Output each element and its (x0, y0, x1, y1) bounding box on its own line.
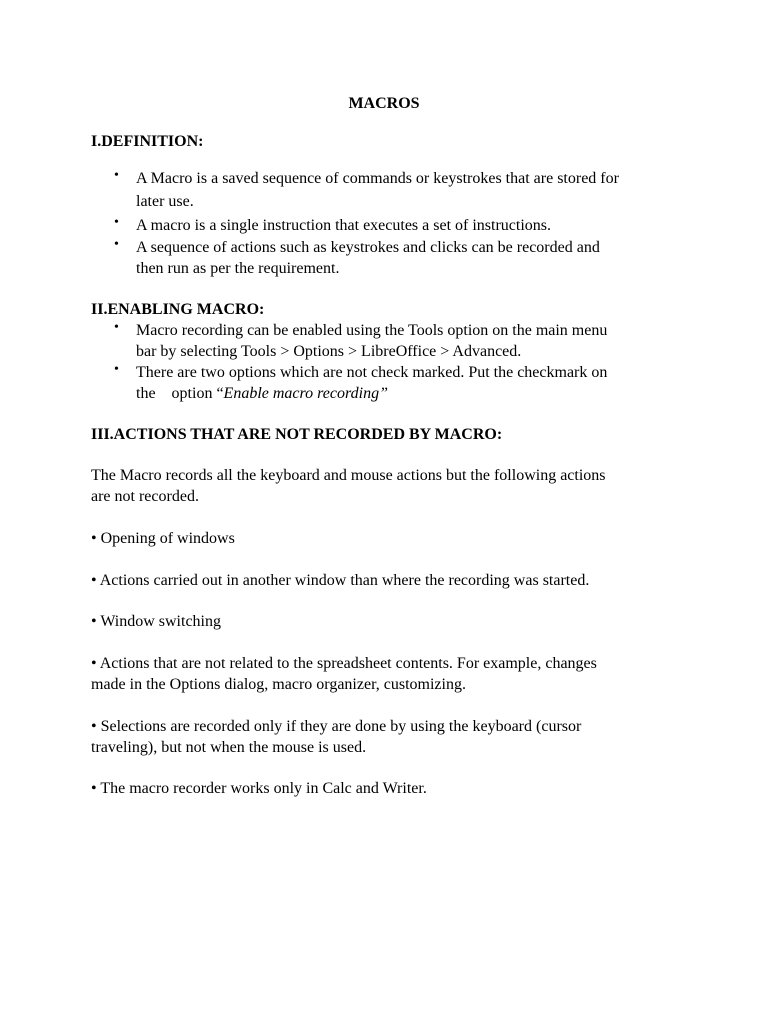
definition-bullet-2-line-1: A macro is a single instruction that executes a set of instructions. (136, 217, 552, 234)
section-heading-actions-not-recorded: III.ACTIONS THAT ARE NOT RECORDED BY MACRO: (91, 426, 503, 443)
section-heading-definition: I.DEFINITION: (91, 133, 204, 150)
list-item-selections-line-2: traveling), but not when the mouse is used. (91, 739, 367, 756)
definition-bullet-1-line-2: later use. (136, 193, 194, 210)
actions-intro-line-1: The Macro records all the keyboard and mouse actions but the following actions (91, 467, 606, 484)
bullet-marker: • (114, 237, 119, 252)
list-item-opening-windows: • Opening of windows (91, 530, 235, 547)
list-item-spreadsheet-contents-line-2: made in the Options dialog, macro organizer, customizing. (91, 676, 466, 693)
definition-bullet-1-line-1: A Macro is a saved sequence of commands or keystrokes that are stored for (136, 170, 619, 187)
definition-bullet-3-line-1: A sequence of actions such as keystrokes and clicks can be recorded and (136, 239, 600, 256)
enable-macro-recording-option-text: Enable macro recording” (223, 385, 388, 402)
bullet-marker: • (114, 362, 119, 377)
enabling-bullet-1-line-1: Macro recording can be enabled using the Tools option on the main menu (136, 322, 608, 339)
list-item-another-window: • Actions carried out in another window than where the recording was started. (91, 572, 590, 589)
list-item-spreadsheet-contents-line-1: • Actions that are not related to the spreadsheet contents. For example, changes (91, 655, 597, 672)
definition-bullet-3-line-2: then run as per the requirement. (136, 260, 340, 277)
list-item-selections-line-1: • Selections are recorded only if they are done by using the keyboard (cursor (91, 718, 582, 735)
bullet-marker: • (114, 320, 119, 335)
list-item-window-switching: • Window switching (91, 613, 221, 630)
bullet-marker: • (114, 168, 119, 183)
bullet-marker: • (114, 215, 119, 230)
section-heading-enabling-macro: II.ENABLING MACRO: (91, 301, 265, 318)
enabling-bullet-2-line-2 (136, 383, 388, 404)
enabling-bullet-2-line-2-prefix: the option “ (136, 385, 224, 402)
actions-intro-line-2: are not recorded. (91, 488, 199, 505)
enabling-bullet-2-line-1: There are two options which are not check marked. Put the checkmark on (136, 364, 608, 381)
list-item-calc-writer: • The macro recorder works only in Calc and Writer. (91, 780, 427, 797)
enabling-bullet-1-line-2: bar by selecting Tools > Options > LibreOffice > Advanced. (136, 343, 522, 360)
document-title: MACROS (348, 95, 420, 112)
